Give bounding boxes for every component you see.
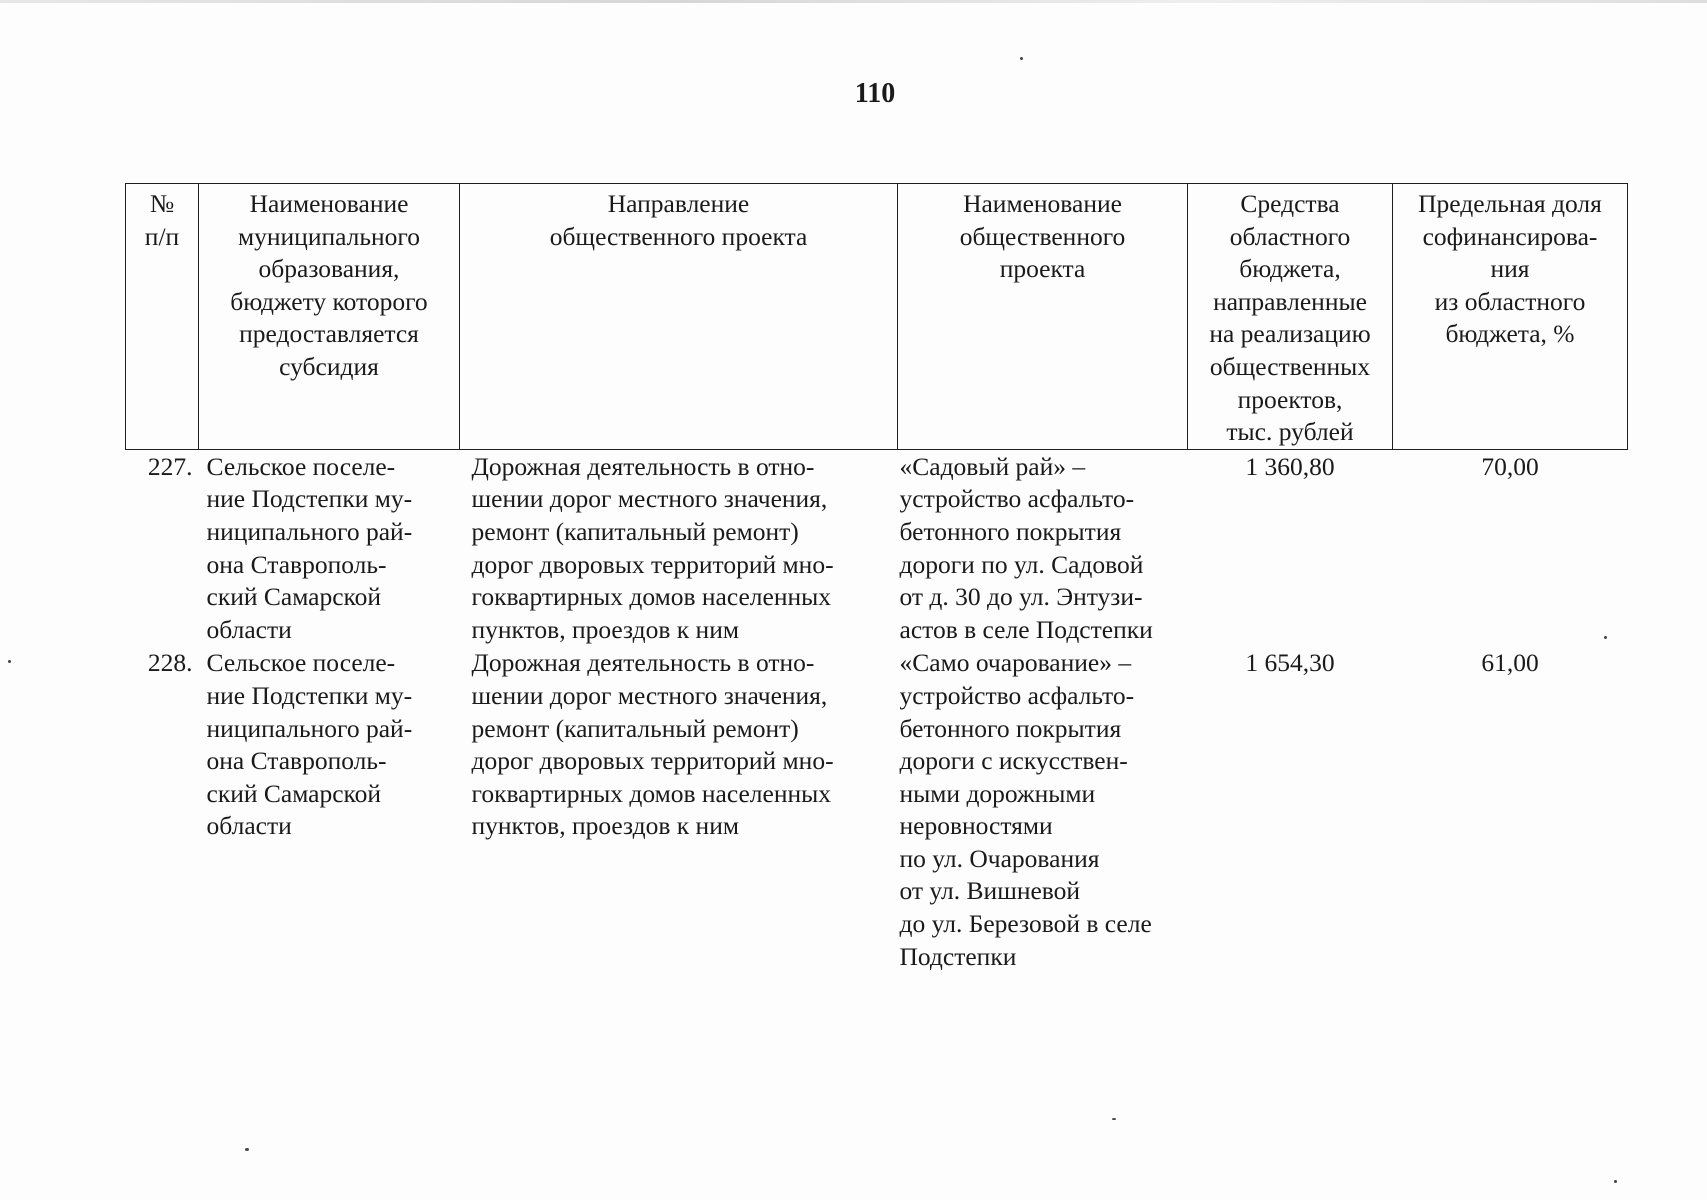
row-amount: 1 360,80: [1245, 451, 1335, 481]
header-number: № п/п: [126, 184, 199, 450]
row-share: 61,00: [1481, 648, 1539, 678]
row-project: «Садовый рай» – устройство асфальто- бетонного покрытия дороги по ул. Садовой от д. 30 до ул. Энтузи- астов в селе Подстепки: [899, 451, 1153, 644]
row-share: 70,00: [1481, 451, 1539, 481]
row-municipality: Сельское поселе- ние Подстепки му- ниципального рай- она Ставрополь- ский Самарской области: [206, 451, 413, 644]
row-number: 228.: [147, 648, 193, 678]
subsidy-table: [125, 183, 1628, 973]
scan-speck: [245, 1148, 249, 1151]
table-header: [126, 184, 1628, 450]
scan-edge: [0, 0, 1707, 3]
header-municipality: Наименование муниципального образования, бюджету которого предоставляется субсидия: [199, 184, 460, 450]
header-budget-funds: Средства областного бюджета, направленные на реализацию общественных проектов, тыс. рублей: [1188, 184, 1393, 450]
row-project: «Само очарование» – устройство асфальто- бетонного покрытия дороги с искусствен- ными дорожными неровностями по ул. Очарования от ул. Вишневой до ул. Березовой в селе Подстепки: [899, 648, 1152, 971]
row-direction: Дорожная деятельность в отно- шении дорог местного значения, ремонт (капитальный ремонт) дорог дворовых территорий мно- гоквартирных домов населенных пунктов, проездов к ним: [471, 648, 834, 841]
header-row: [126, 184, 1628, 450]
scan-speck: [8, 660, 11, 663]
header-project-name: Наименование общественного проекта: [898, 184, 1188, 450]
page-number: 110: [854, 78, 896, 109]
scan-speck: [1614, 1180, 1617, 1183]
table-body: [126, 449, 1628, 973]
scan-speck: [1112, 1118, 1116, 1120]
row-direction: Дорожная деятельность в отно- шении дорог местного значения, ремонт (капитальный ремонт) дорог дворовых территорий мно- гоквартирных домов населенных пунктов, проездов к ним: [471, 451, 834, 644]
header-cofinancing-share: Предельная доля софинансирова- ния из областного бюджета, %: [1393, 184, 1628, 450]
scan-speck: [1020, 57, 1023, 60]
table-row: [126, 646, 1628, 973]
row-amount: 1 654,30: [1245, 648, 1335, 678]
header-project-direction: Направление общественного проекта: [460, 184, 898, 450]
row-municipality: Сельское поселе- ние Подстепки му- ниципального рай- она Ставрополь- ский Самарской области: [206, 648, 413, 841]
row-number: 227.: [147, 451, 193, 481]
table-row: [126, 449, 1628, 646]
